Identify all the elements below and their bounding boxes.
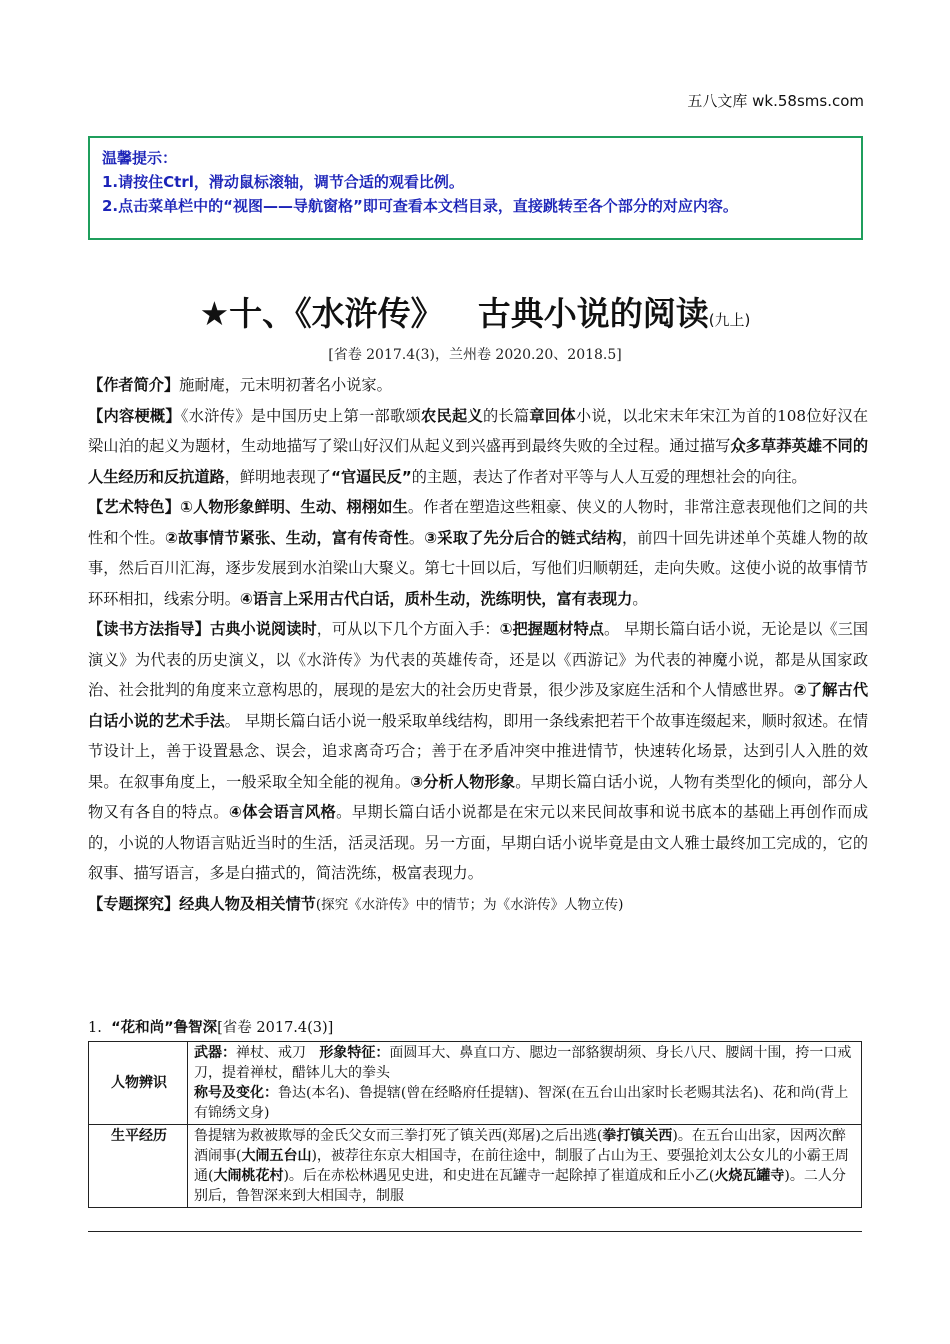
- topic-paragraph: [88, 889, 868, 921]
- tip-line-1: 1.请按住Ctrl，滑动鼠标滚轴，调节合适的观看比例。: [102, 173, 464, 191]
- summary-text: 《水浒传》是中国历史上第一部歌颂: [180, 406, 421, 425]
- summary-keyword: “官逼民反”: [331, 467, 412, 486]
- tip-line-2: 2.点击菜单栏中的“视图——导航窗格”即可查看本文档目录，直接跳转至各个部分的对应内容。: [102, 197, 738, 215]
- table-row: [89, 1125, 862, 1208]
- method-keyword: ②了解古代白话小说的艺术手法: [88, 681, 869, 730]
- art-text: ，前四十回先讲述单个英雄人物的故事，然后百川汇海，逐步发展到水泊梁山大聚义。第七十回以后，写他们归顺朝廷，走向失败。这使小说的故事情节环环相扣，线索分明。: [88, 528, 869, 608]
- item-1-heading: [88, 1016, 333, 1037]
- life-text: 鲁提辖为救被欺辱的金氏父女而三拳打死了镇关西(郑屠)之后出逃(: [194, 1128, 603, 1144]
- art-keyword: ③采取了先分后合的链式结构: [424, 528, 622, 547]
- summary-keyword: 众多草莽英雄不同的人生经历和反抗道路: [88, 437, 869, 486]
- art-keyword: ②故事情节紧张、生动，富有传奇性: [164, 528, 409, 547]
- summary-keyword: 农民起义: [421, 406, 483, 425]
- names-text: 鲁达(本名)、鲁提辖(曾在经略府任提辖)、智深(在五台山出家时长老赐其法名)、花和尚(背上有锦绣文身): [194, 1085, 849, 1121]
- page-title: [0, 292, 950, 342]
- method-text: 。早期长篇白话小说都是在宋元以来民间故事和说书底本的基础上再创作而成的，小说的人物语言贴近当时的生活，活灵活现。另一方面，早期白话小说毕竟是由文人雅士最终加工完成的，它的叙事、描写语言，多是白描式的，简洁洗练，极富表现力。: [88, 803, 869, 882]
- method-paragraph: [88, 614, 868, 889]
- topic-keyword: 经典人物及相关情节: [179, 894, 316, 913]
- summary-text: 的主题，表达了作者对平等与人人互爱的理想社会的向往。: [411, 467, 807, 486]
- life-text: )。在五台山出家，因两次醉酒闹事(: [194, 1128, 846, 1164]
- author-text: 施耐庵，元末明初著名小说家。: [179, 376, 392, 394]
- item-1-name: “花和尚”鲁智深: [111, 1020, 218, 1036]
- names-line: [194, 1083, 857, 1123]
- author-label: 【作者简介】: [88, 376, 180, 394]
- method-keyword: ①把握题材特点: [499, 620, 605, 638]
- summary-text: 的长篇: [482, 406, 530, 425]
- art-text: 。: [408, 528, 425, 547]
- method-text: 。早期长篇白话小说，人物有类型化的倾向，部分人物又有各自的特点。: [88, 772, 869, 821]
- table-row: [89, 1042, 862, 1125]
- summary-keyword: 章回体: [529, 406, 576, 425]
- site-watermark: 五八文库 wk.58sms.com: [687, 92, 864, 110]
- names-label: 称号及变化：: [194, 1085, 278, 1101]
- topic-note: (探究《水浒传》中的情节；为《水浒传》人物立传): [315, 896, 624, 913]
- row-label-identify: 人物辨识: [89, 1042, 188, 1125]
- title-part-1: ★十、《水浒传》: [199, 294, 444, 333]
- author-paragraph: [88, 370, 868, 401]
- life-keyword: 火烧瓦罐寺: [714, 1168, 785, 1184]
- method-label: 【读书方法指导】: [88, 620, 210, 638]
- item-1-source: [省卷 2017.4(3)]: [217, 1020, 334, 1036]
- title-volume: (九上): [708, 311, 751, 329]
- life-keyword: 拳打镇关西: [602, 1128, 673, 1144]
- tip-box: [88, 136, 863, 240]
- method-text: 。 早期长篇白话小说一般采取单线结构，即用一条线索把若干个故事连缀起来，顺时叙述。在情节设计上，善于设置悬念、误会，追求离奇巧合；善于在矛盾冲突中推进情节，快速转化场景，达到引人入胜的效果。在叙事角度上，一般采取全知全能的视角。: [88, 711, 869, 791]
- identify-cell: [188, 1042, 862, 1125]
- weapon-label: 武器：: [194, 1045, 236, 1061]
- art-label: 【艺术特色】: [88, 498, 181, 516]
- row-label-life: 生平经历: [89, 1125, 188, 1208]
- weapon-text: 禅杖、戒刀: [236, 1045, 306, 1061]
- life-text: )，被荐往东京大相国寺，在前往途中，制服了占山为王、要强抢刘太公女儿的小霸王周通(: [194, 1148, 849, 1184]
- exam-source: [省卷 2017.4(3)，兰州卷 2020.20、2018.5]: [328, 347, 622, 363]
- life-text: )。后在赤松林遇见史进，和史进在瓦罐寺一起除掉了崔道成和丘小乙(: [283, 1168, 715, 1184]
- art-paragraph: [88, 492, 868, 614]
- art-text: 。作者在塑造这些粗豪、侠义的人物时，非常注意表现他们之间的共性和个性。: [88, 498, 869, 547]
- weapon-line: [194, 1043, 857, 1083]
- method-keyword: ③分析人物形象: [410, 772, 516, 791]
- item-1-number: 1.: [88, 1020, 102, 1036]
- method-text: ，可从以下几个方面入手：: [316, 620, 500, 638]
- summary-label: 【内容梗概】: [88, 406, 181, 425]
- feature-label: 形象特征：: [319, 1045, 390, 1061]
- life-keyword: 大闹五台山: [241, 1148, 312, 1164]
- life-text: )。二人分别后，鲁智深来到大相国寺，制服: [194, 1168, 846, 1204]
- summary-paragraph: [88, 401, 868, 493]
- summary-text: 小说，以北宋末年宋江为首的108位好汉在梁山泊的起义为题材，生动地描写了梁山好汉们从起义到兴盛再到最终失败的全过程。通过描写: [88, 406, 869, 455]
- title-part-2: 古典小说的阅读: [477, 294, 709, 333]
- life-cell: [188, 1125, 862, 1208]
- topic-label: 【专题探究】: [88, 894, 180, 913]
- feature-text: 面圆耳大、鼻直口方、腮边一部貉䝟胡须、身长八尺、腰阔十围，挎一口戒刀，提着禅杖，醋钵儿大的拳头: [194, 1045, 852, 1081]
- art-text: 。: [632, 589, 648, 608]
- footer-divider: [88, 1231, 862, 1232]
- main-content: [88, 370, 868, 920]
- tip-title: 温馨提示：: [102, 149, 178, 167]
- method-keyword: ④体会语言风格: [228, 803, 337, 821]
- summary-text: ，鲜明地表现了: [224, 467, 331, 486]
- art-keyword: ①人物形象鲜明、生动、栩栩如生: [180, 498, 408, 516]
- art-keyword: ④语言上采用古代白话，质朴生动，洗练明快，富有表现力: [239, 589, 633, 608]
- character-table: [88, 1041, 862, 1208]
- method-text: 。 早期长篇白话小说，无论是以《三国演义》为代表的历史演义，以《水浒传》为代表的英雄传奇，还是以《西游记》为代表的神魔小说，都是从国家政治、社会批判的角度来立意构思的，展现的是宏大的社会历史背景，很少涉及家庭生活和个人情感世界。: [88, 620, 869, 699]
- method-keyword: 古典小说阅读时: [209, 620, 317, 638]
- life-keyword: 大闹桃花村: [213, 1168, 284, 1184]
